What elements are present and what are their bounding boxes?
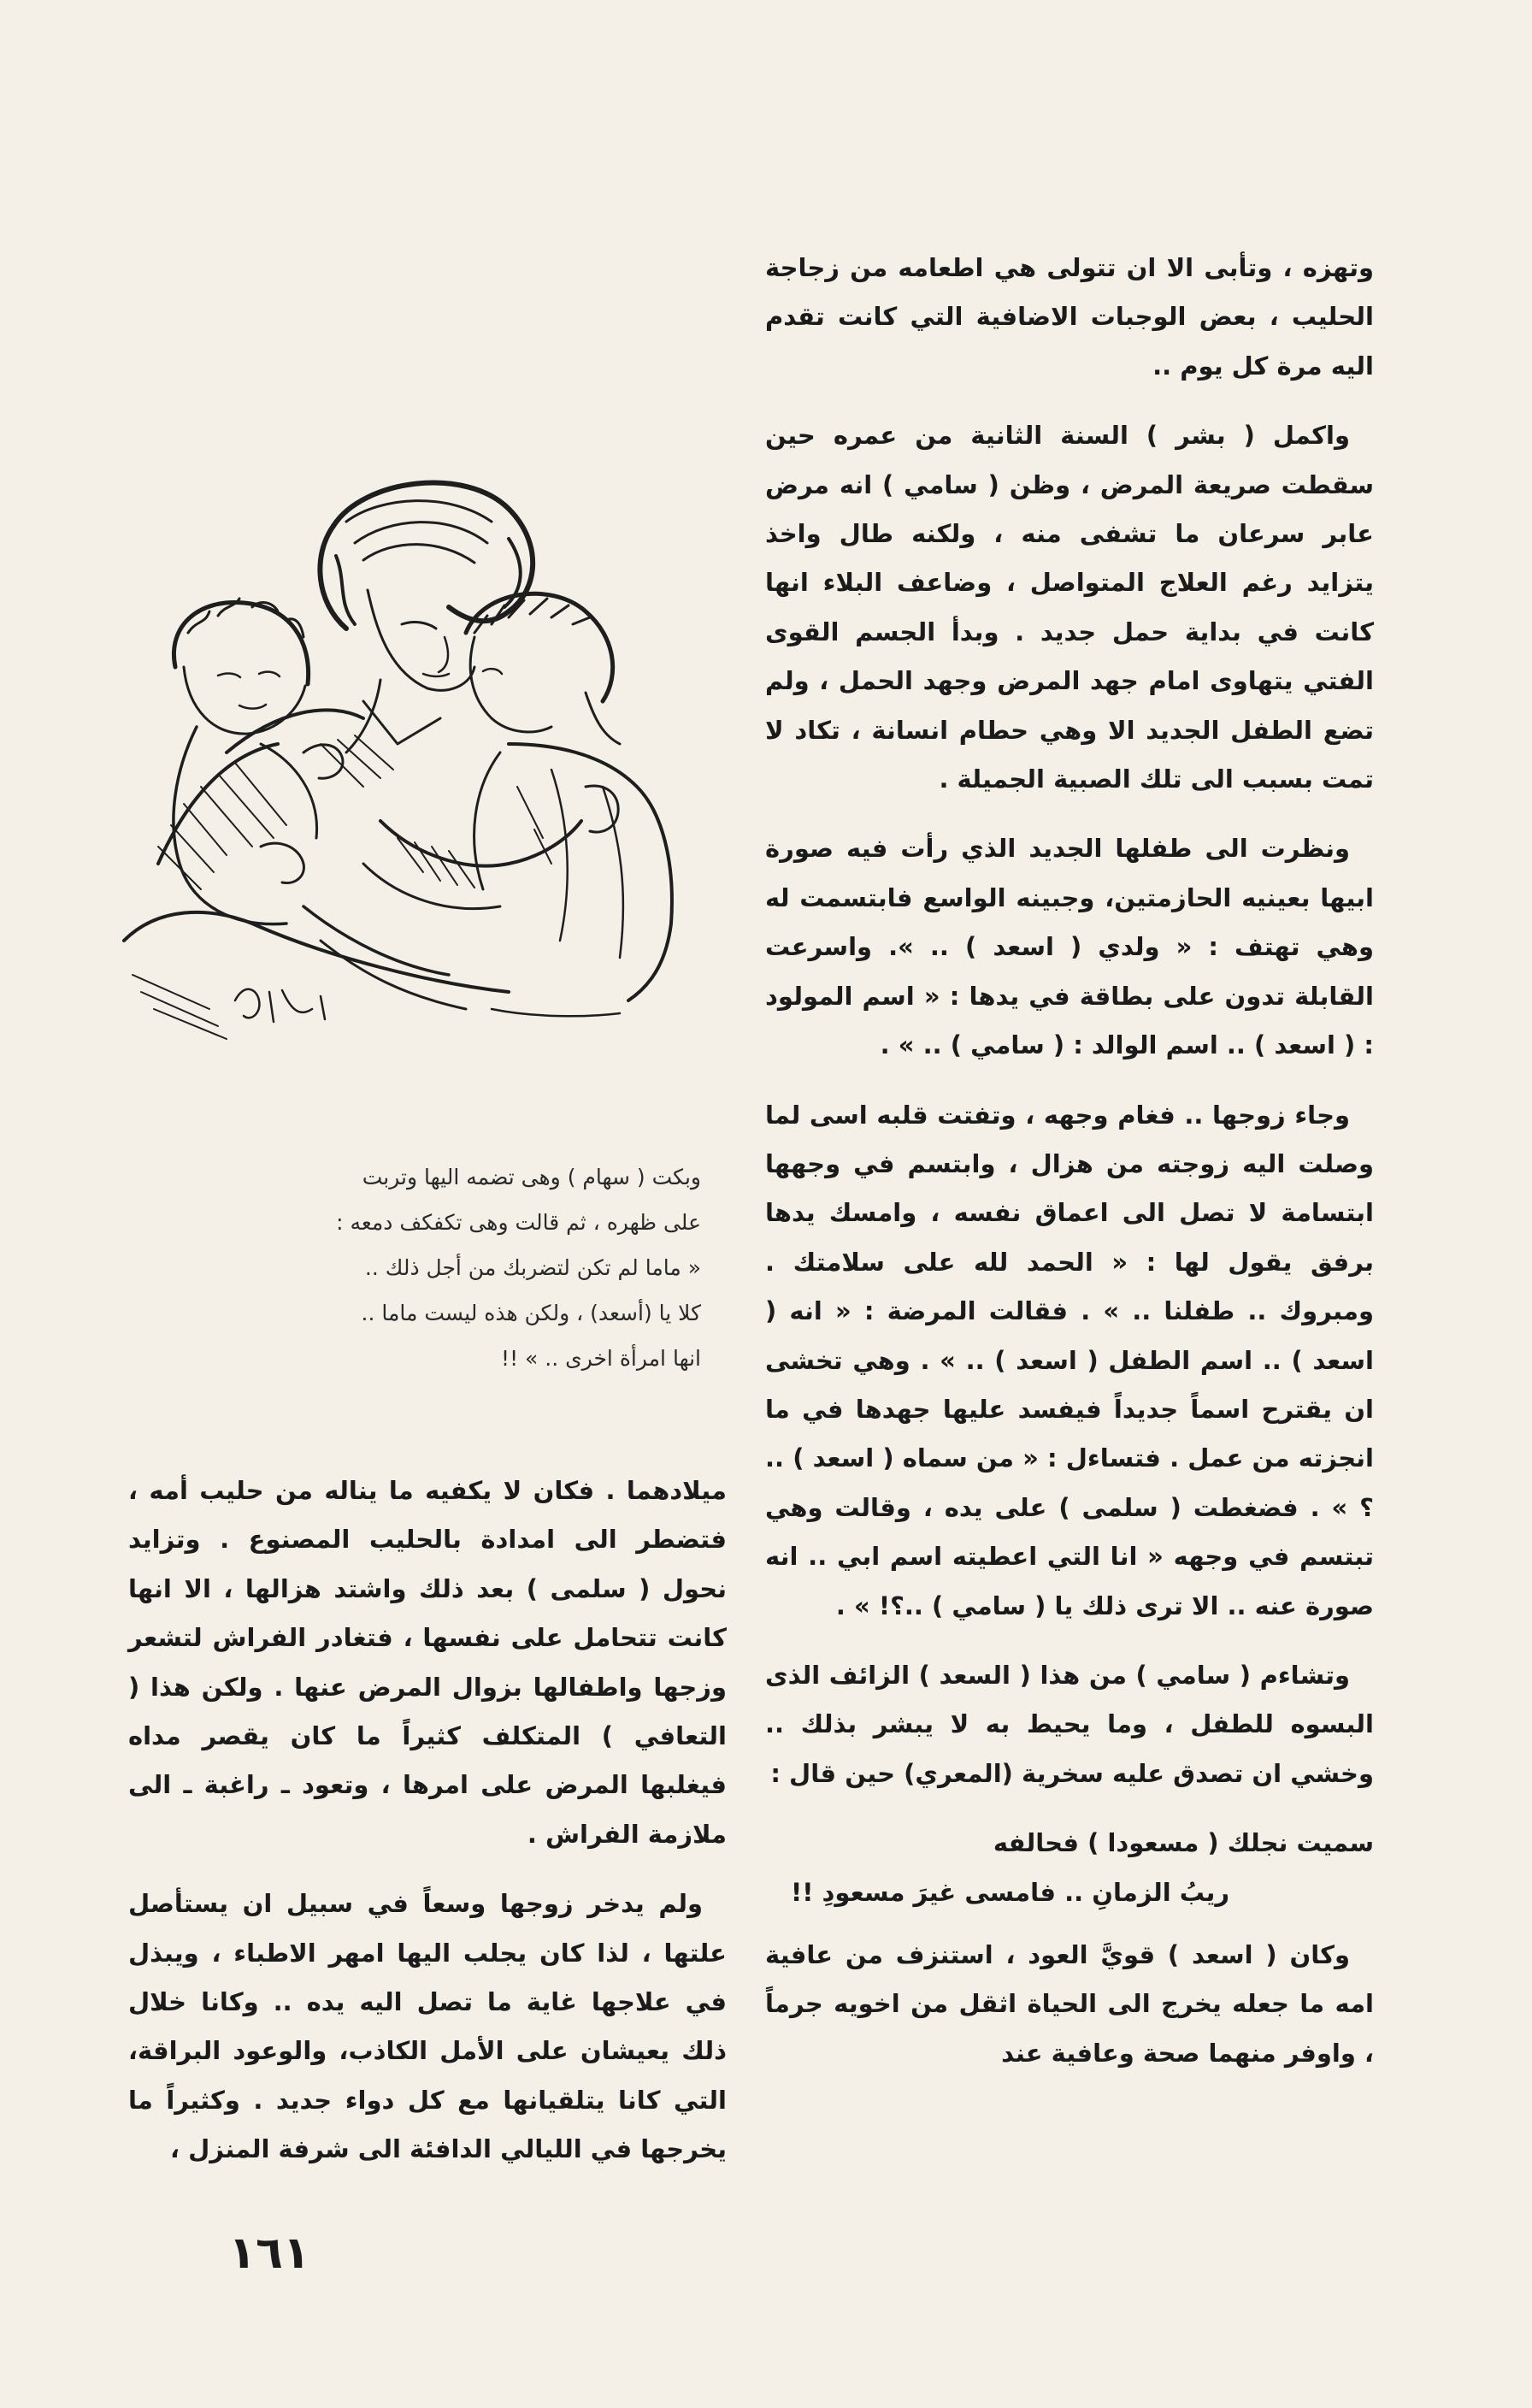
caption-line: كلا يا (أسعد) ، ولكن هذه ليست ماما .. bbox=[361, 1301, 701, 1325]
paragraph: وتشاءم ( سامي ) من هذا ( السعد ) الزائف الذى البسوه للطفل ، وما يحيط به لا يبشر بذلك .. وخشي ان تصدق عليه سخرية (المعري) حين قال : bbox=[765, 1660, 1374, 1788]
caption-line: « ماما لم تكن لتضربك من أجل ذلك .. bbox=[364, 1255, 701, 1280]
poem-verse-first: سميت نجلك ( مسعودا ) فحالفه bbox=[993, 1828, 1374, 1858]
illustration-caption bbox=[180, 1154, 701, 1381]
poem-verse-second: ريبُ الزمانِ .. فامسى غيرَ مسعودِ !! bbox=[791, 1877, 1230, 1907]
paragraph: ميلادهما . فكان لا يكفيه ما يناله من حليب أمه ، فتضطر الى امدادة بالحليب المصنوع . وتزايد نحول ( سلمى ) بعد ذلك واشتد هزالها ، الا انها كانت تتحامل على نفسها ، فتغادر الفراش لتشعر وزجها واطفالها بزوال المرض عنها . ولكن هذا ( التعافي ) المتكلف كثيراً ما كان يقصر مداه فيغلبها المرض على امرها ، وتعود ـ راغبة ـ الى ملازمة الفراش . bbox=[128, 1476, 727, 1849]
caption-line: على ظهره ، ثم قالت وهى تكفكف دمعه : bbox=[336, 1210, 701, 1235]
paragraph: واكمل ( بشر ) السنة الثانية من عمره حين سقطت صريعة المرض ، وظن ( سامي ) انه مرض عابر سرعان ما تشفى منه ، ولكنه طال واخذ يتزايد رغم العلاج المتواصل ، وضاعف البلاء انها كانت في بداية حمل جديد . وبدأ الجسم القوى الفتي يتهاوى امام جهد المرض وجهد الحمل ، ولم تضع الطفل الجديد الا وهي حطام انسانة ، تكاد لا تمت بسبب الى تلك الصبية الجميلة . bbox=[765, 421, 1374, 794]
page-number: ١٦١ bbox=[228, 2228, 310, 2279]
right-text-column bbox=[765, 244, 1374, 2098]
left-text-column bbox=[128, 1467, 727, 2195]
paragraph: وجاء زوجها .. فغام وجهه ، وتفتت قلبه اسى لما وصلت اليه زوجته من هزال ، وابتسم في وجهها ابتسامة لا تصل الى اعماق نفسه ، وامسك يدها برفق يقول لها : « الحمد لله على سلامتك . ومبروك .. طفلنا .. » . فقالت المرضة : « انه ( اسعد ) .. اسم الطفل ( اسعد ) .. » . وهي تخشى ان يقترح اسماً جديداً فيفسد عليها جهدها في ما انجزته من عمل . فتساءل : « من سماه ( اسعد ) .. ؟ » . فضغطت ( سلمى ) على يده ، وقالت وهي تبتسم في وجهه « انا التي اعطيته اسم ابي .. انه صورة عنه .. الا ترى ذلك يا ( سامي ) ..؟! » . bbox=[765, 1100, 1374, 1620]
caption-line: انها امرأة اخرى .. » !! bbox=[501, 1346, 701, 1371]
caption-line: وبكت ( سهام ) وهى تضمه اليها وتربت bbox=[362, 1165, 701, 1189]
paragraph: ونظرت الى طفلها الجديد الذي رأت فيه صورة ابيها بعينيه الحازمتين، وجبينه الواسع فابتسمت له وهي تهتف : « ولدي ( اسعد ) .. ». واسرعت القابلة تدون على بطاقة في يدها : « اسم المولود : ( اسعد ) .. اسم الوالد : ( سامي ) .. » . bbox=[765, 834, 1374, 1060]
paragraph: وتهزه ، وتأبى الا ان تتولى هي اطعامه من زجاجة الحليب ، بعض الوجبات الاضافية التي كانت تقدم اليه مرة كل يوم .. bbox=[765, 253, 1374, 381]
paragraph: ولم يدخر زوجها وسعاً في سبيل ان يستأصل علتها ، لذا كان يجلب اليها امهر الاطباء ، ويبذل في علاجها غاية ما تصل اليه يده .. وكانا خلال ذلك يعيشان على الأمل الكاذب، والوعود البراقة، التي كانا يتلقيانها مع كل دواء جديد . وكثيراً ما يخرجها في الليالي الدافئة الى شرفة المنزل ، bbox=[128, 1889, 727, 2164]
mother-children-illustration bbox=[107, 462, 722, 1060]
paragraph: وكان ( اسعد ) قويَّ العود ، استنزف من عافية امه ما جعله يخرج الى الحياة اثقل من اخويه جرماً ، واوفر منهما صحة وعافية عند bbox=[765, 1940, 1374, 2068]
